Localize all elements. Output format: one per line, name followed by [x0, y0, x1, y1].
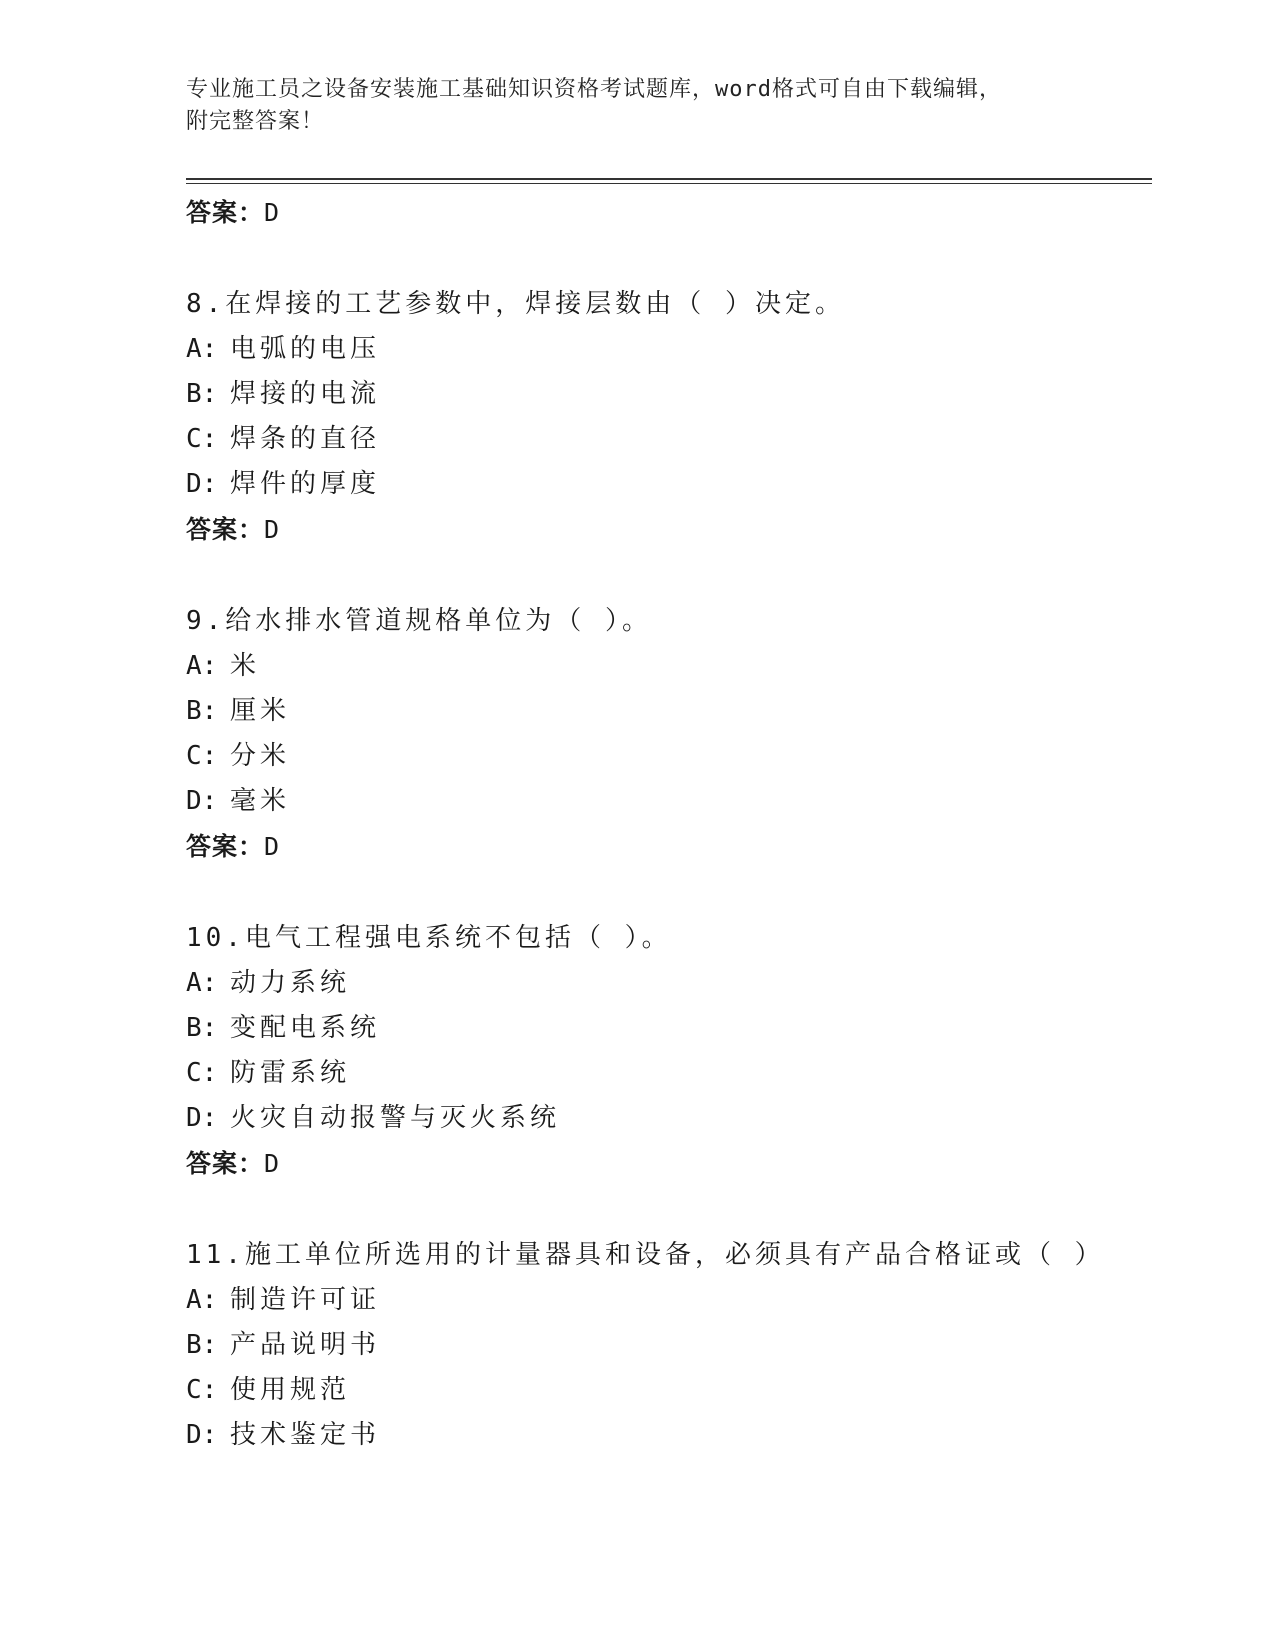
- option-text: 防雷系统: [230, 1058, 351, 1088]
- option-key: B:: [186, 1013, 218, 1043]
- question-8: [186, 281, 1146, 553]
- option-key: A:: [186, 651, 218, 681]
- option-b: [186, 372, 1146, 417]
- answer-label: 答案：: [186, 198, 265, 227]
- option-text: 制造许可证: [230, 1285, 381, 1315]
- option-c: [186, 417, 1146, 462]
- option-key: A:: [186, 1285, 218, 1315]
- option-text: 焊接的电流: [230, 379, 381, 409]
- option-text: 产品说明书: [230, 1330, 381, 1360]
- option-key: A:: [186, 334, 218, 364]
- option-d: [186, 779, 1146, 824]
- option-key: D:: [186, 1103, 218, 1133]
- option-text: 火灾自动报警与灭火系统: [230, 1103, 561, 1133]
- answer-value: D: [264, 832, 281, 861]
- previous-answer: [186, 190, 1146, 236]
- option-text: 焊条的直径: [230, 424, 381, 454]
- option-text: 厘米: [230, 696, 291, 726]
- option-key: A:: [186, 968, 218, 998]
- answer-value: D: [264, 198, 281, 227]
- option-b: [186, 689, 1146, 734]
- question-9: [186, 598, 1146, 870]
- option-b: [186, 1006, 1146, 1051]
- option-key: B:: [186, 696, 218, 726]
- option-c: [186, 1051, 1146, 1096]
- option-key: C:: [186, 1058, 218, 1088]
- option-key: C:: [186, 741, 218, 771]
- option-d: [186, 1096, 1146, 1141]
- answer-label: 答案：: [186, 832, 265, 861]
- option-a: [186, 327, 1146, 372]
- option-key: B:: [186, 1330, 218, 1360]
- answer-label: 答案：: [186, 1149, 265, 1178]
- option-key: C:: [186, 424, 218, 454]
- option-a: [186, 961, 1146, 1006]
- document-header: [186, 74, 1086, 138]
- question-11: [186, 1232, 1146, 1458]
- question-stem: 11.施工单位所选用的计量器具和设备，必须具有产品合格证或（ ）: [186, 1240, 1105, 1270]
- option-a: [186, 644, 1146, 689]
- option-text: 使用规范: [230, 1375, 351, 1405]
- header-divider-thin: [186, 183, 1152, 184]
- question-stem: 10.电气工程强电系统不包括（ ）。: [186, 923, 672, 953]
- option-d: [186, 1413, 1146, 1458]
- option-text: 技术鉴定书: [230, 1420, 381, 1450]
- answer-value: D: [264, 515, 281, 544]
- header-divider-thick: [186, 178, 1152, 180]
- option-key: C:: [186, 1375, 218, 1405]
- option-key: D:: [186, 469, 218, 499]
- answer: [186, 507, 1146, 553]
- option-text: 变配电系统: [230, 1013, 381, 1043]
- question-stem: 8.在焊接的工艺参数中，焊接层数由（ ）决定。: [186, 289, 845, 319]
- option-text: 分米: [230, 741, 291, 771]
- option-b: [186, 1323, 1146, 1368]
- option-text: 米: [230, 651, 261, 681]
- answer: [186, 824, 1146, 870]
- option-text: 动力系统: [230, 968, 351, 998]
- option-key: D:: [186, 1420, 218, 1450]
- header-line-2: 附完整答案！: [186, 109, 325, 134]
- option-key: D:: [186, 786, 218, 816]
- header-line-1: 专业施工员之设备安装施工基础知识资格考试题库，word格式可自由下载编辑，: [186, 77, 1002, 102]
- option-text: 电弧的电压: [230, 334, 381, 364]
- answer-value: D: [264, 1149, 281, 1178]
- answer: [186, 1141, 1146, 1187]
- option-c: [186, 1368, 1146, 1413]
- option-c: [186, 734, 1146, 779]
- answer-label: 答案：: [186, 515, 265, 544]
- option-a: [186, 1278, 1146, 1323]
- question-10: [186, 915, 1146, 1187]
- question-list: [186, 190, 1146, 1458]
- option-key: B:: [186, 379, 218, 409]
- option-text: 毫米: [230, 786, 291, 816]
- option-text: 焊件的厚度: [230, 469, 381, 499]
- question-stem: 9.给水排水管道规格单位为（ ）。: [186, 606, 652, 636]
- option-d: [186, 462, 1146, 507]
